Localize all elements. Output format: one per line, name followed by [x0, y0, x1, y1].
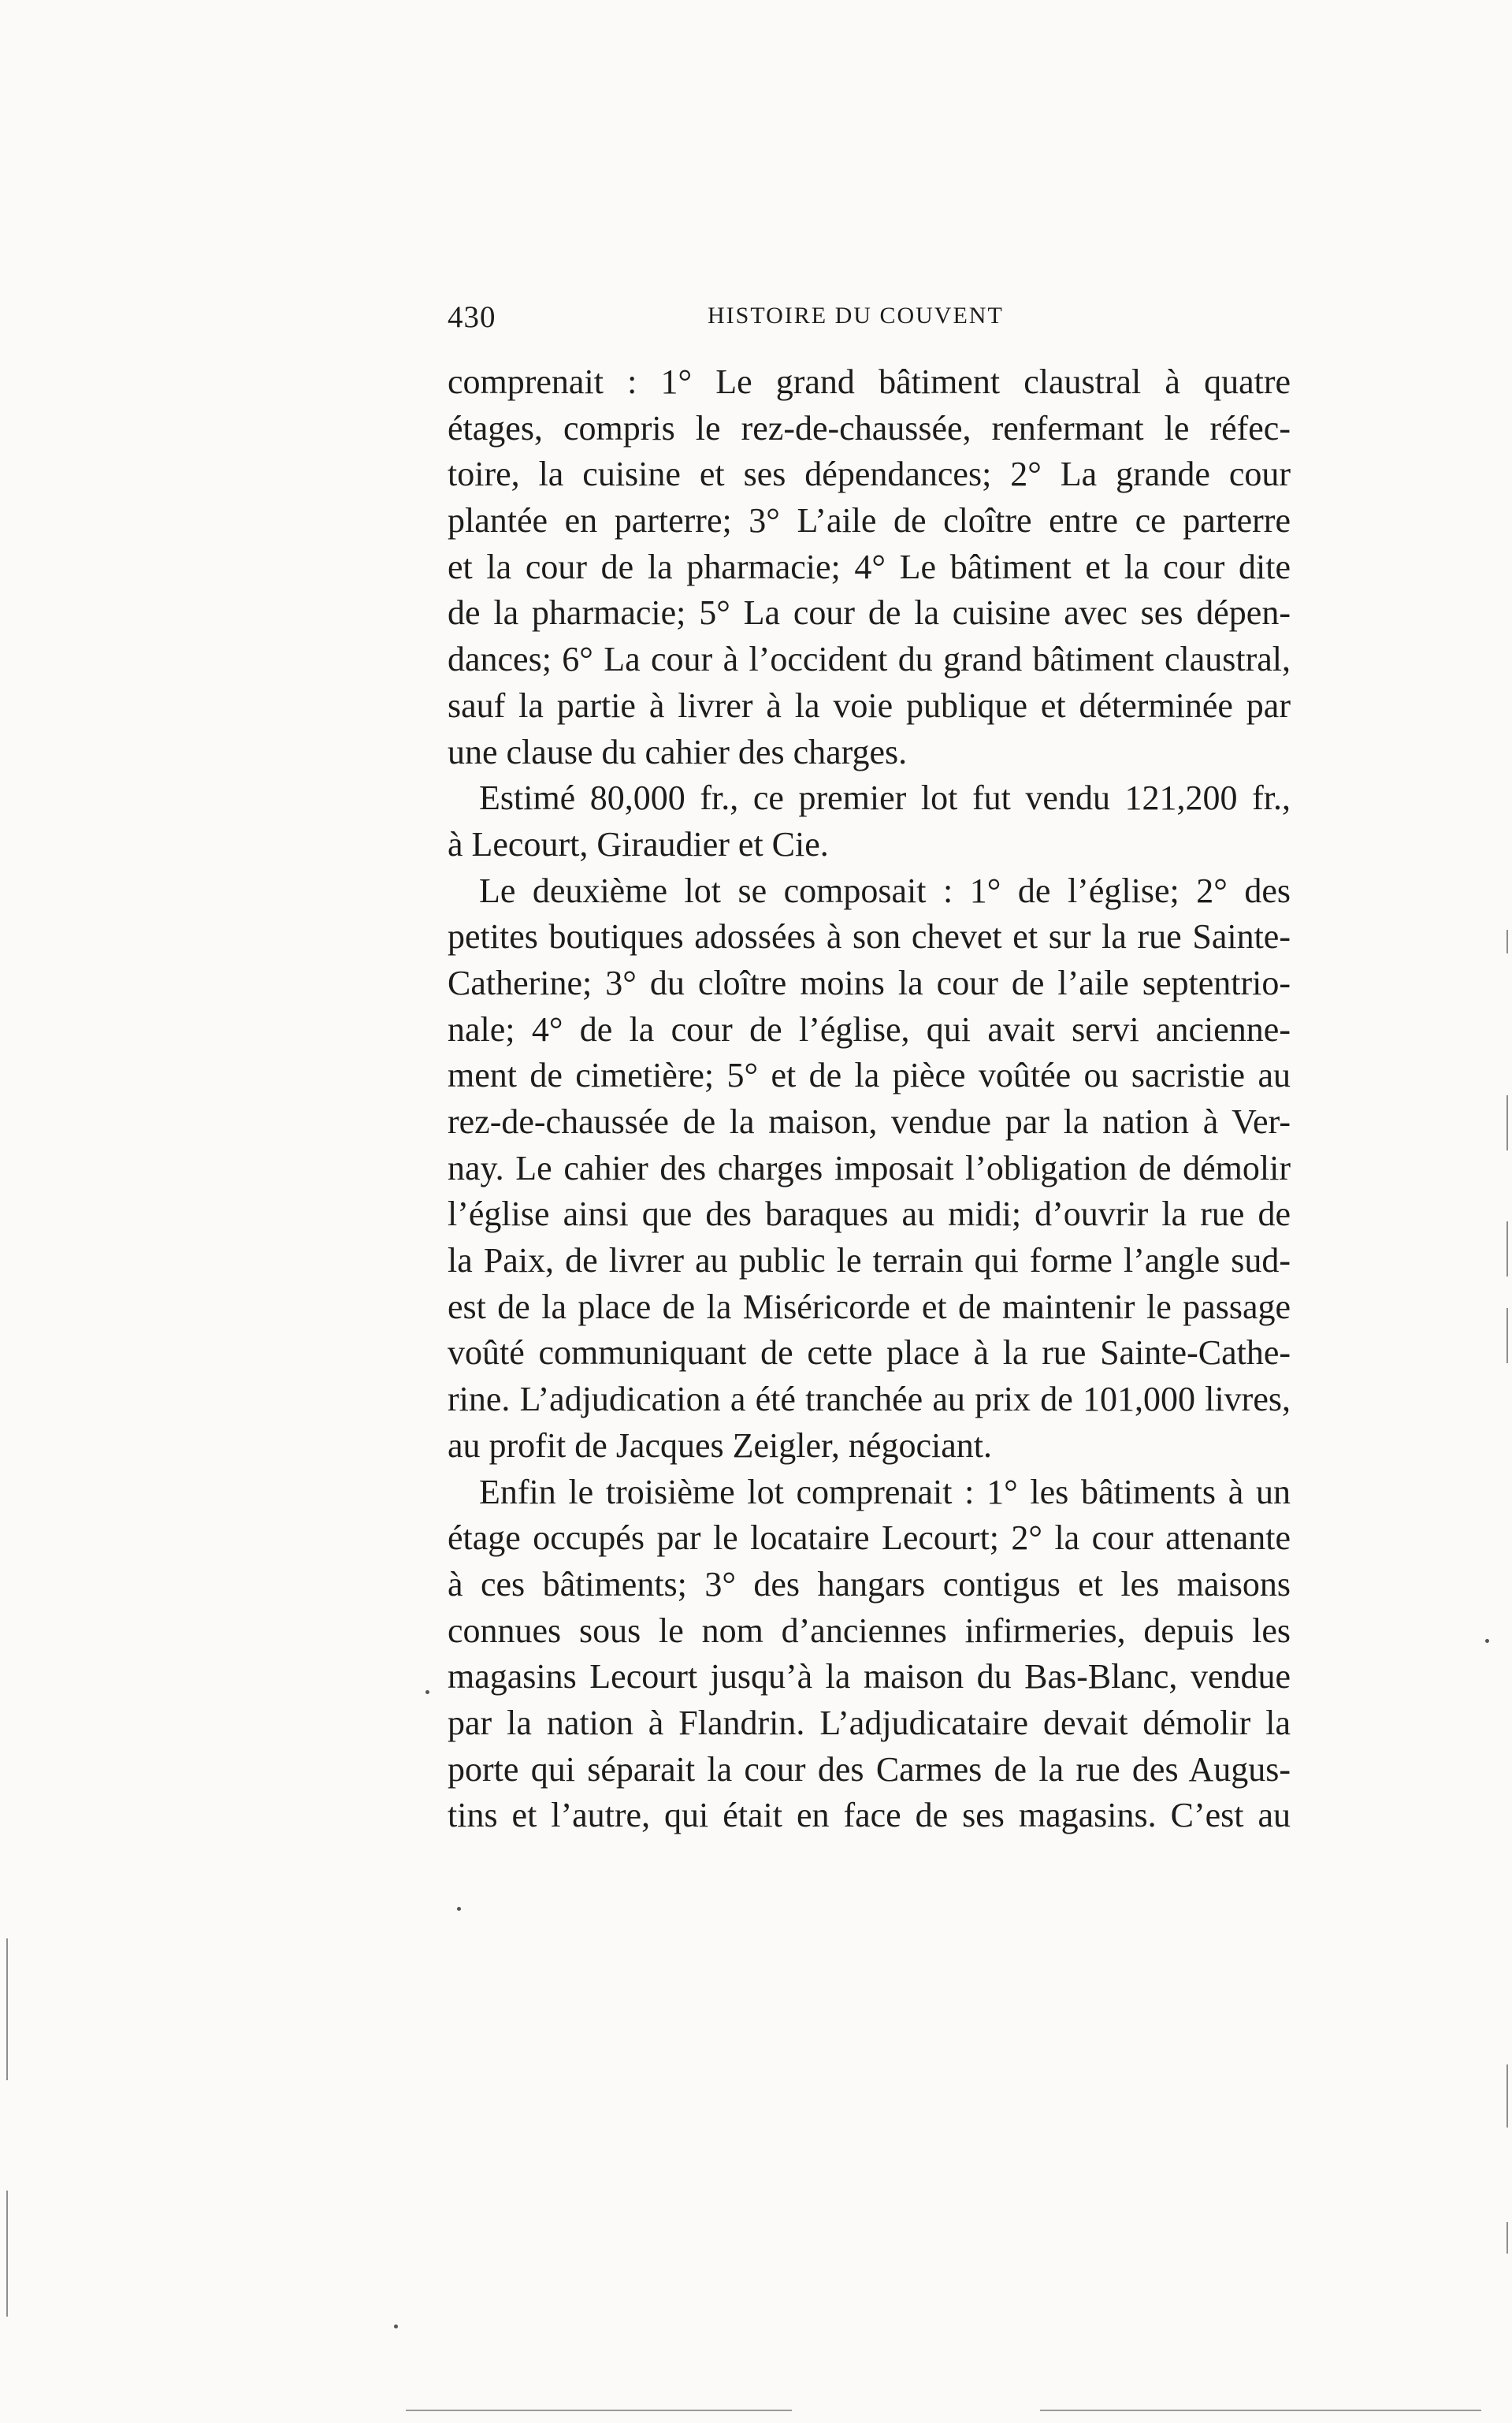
text-line: étage occupés par le locataire Lecourt; 2° la cour attenante [448, 1518, 1291, 1558]
text-line: Catherine; 3° du cloître moins la cour de l’aile septentrio- [448, 963, 1291, 1002]
text-line: comprenait : 1° Le grand bâtiment claustral à quatre [448, 362, 1291, 401]
scan-edge-mark [1506, 930, 1508, 953]
text-line: la Paix, de livrer au public le terrain qui forme l’angle sud- [448, 1241, 1291, 1280]
text-line: rine. L’adjudication a été tranchée au prix de 101,000 livres, [448, 1380, 1291, 1419]
running-title: HISTOIRE DU COUVENT [708, 303, 1004, 329]
text-line: Enfin le troisième lot comprenait : 1° les bâtiments à un [479, 1472, 1291, 1511]
scan-speck [1485, 1639, 1489, 1643]
text-line: ment de cimetière; 5° et de la pièce voûtée ou sacristie au [448, 1056, 1291, 1095]
text-line: par la nation à Flandrin. L’adjudicataire devait démolir la [448, 1703, 1291, 1742]
page-number: 430 [448, 300, 496, 334]
text-line: tins et l’autre, qui était en face de ses magasins. C’est au [448, 1796, 1291, 1835]
text-line: porte qui séparait la cour des Carmes de la rue des Augus- [448, 1749, 1291, 1789]
text-line: nale; 4° de la cour de l’église, qui avait servi ancienne- [448, 1009, 1291, 1049]
scan-edge-mark [1506, 1308, 1508, 1363]
text-line: connues sous le nom d’anciennes infirmeries, depuis les [448, 1611, 1291, 1650]
scan-edge-mark [6, 1938, 8, 2080]
text-line: voûté communiquant de cette place à la rue Sainte-Cathe- [448, 1333, 1291, 1373]
scan-edge-mark [1506, 1221, 1508, 1277]
scan-edge-mark [1506, 2222, 1508, 2254]
text-line: au profit de Jacques Zeigler, négociant. [448, 1425, 992, 1465]
scan-speck [394, 2325, 398, 2328]
text-line: Estimé 80,000 fr., ce premier lot fut vendu 121,200 fr., [479, 779, 1291, 818]
text-line: toire, la cuisine et ses dépendances; 2° La grande cour [448, 455, 1291, 494]
scan-edge-mark [1506, 1095, 1508, 1150]
text-line: sauf la partie à livrer à la voie publique et déterminée par [448, 686, 1291, 725]
text-line: l’église ainsi que des baraques au midi; d’ouvrir la rue de [448, 1195, 1291, 1234]
text-line: rez-de-chaussée de la maison, vendue par la nation à Ver- [448, 1102, 1291, 1141]
text-line: dances; 6° La cour à l’occident du grand bâtiment claustral, [448, 640, 1291, 679]
text-line: magasins Lecourt jusqu’à la maison du Bas-Blanc, vendue [448, 1657, 1291, 1696]
text-line: et la cour de la pharmacie; 4° Le bâtiment et la cour dite [448, 547, 1291, 586]
text-line: une clause du cahier des charges. [448, 732, 908, 771]
text-line: plantée en parterre; 3° L’aile de cloître entre ce parterre [448, 501, 1291, 541]
text-line: à Lecourt, Giraudier et Cie. [448, 824, 829, 864]
text-line: de la pharmacie; 5° La cour de la cuisine avec ses dépen- [448, 593, 1291, 633]
body-text [448, 359, 1291, 1839]
text-line: à ces bâtiments; 3° des hangars contigus et les maisons [448, 1564, 1291, 1604]
running-head [448, 299, 1291, 347]
text-line: étages, compris le rez-de-chaussée, renfermant le réfec- [448, 408, 1291, 448]
bottom-rule [406, 2410, 792, 2411]
scan-speck [457, 1907, 461, 1911]
scan-edge-mark [6, 2191, 8, 2317]
scan-edge-mark [1506, 2064, 1508, 2128]
bottom-rule [1040, 2410, 1481, 2411]
text-line: nay. Le cahier des charges imposait l’obligation de démolir [448, 1148, 1291, 1187]
text-line: est de la place de la Miséricorde et de maintenir le passage [448, 1287, 1291, 1326]
text-line: petites boutiques adossées à son chevet et sur la rue Sainte- [448, 917, 1291, 957]
scan-speck [425, 1690, 429, 1694]
text-line: Le deuxième lot se composait : 1° de l’église; 2° des [479, 871, 1291, 910]
